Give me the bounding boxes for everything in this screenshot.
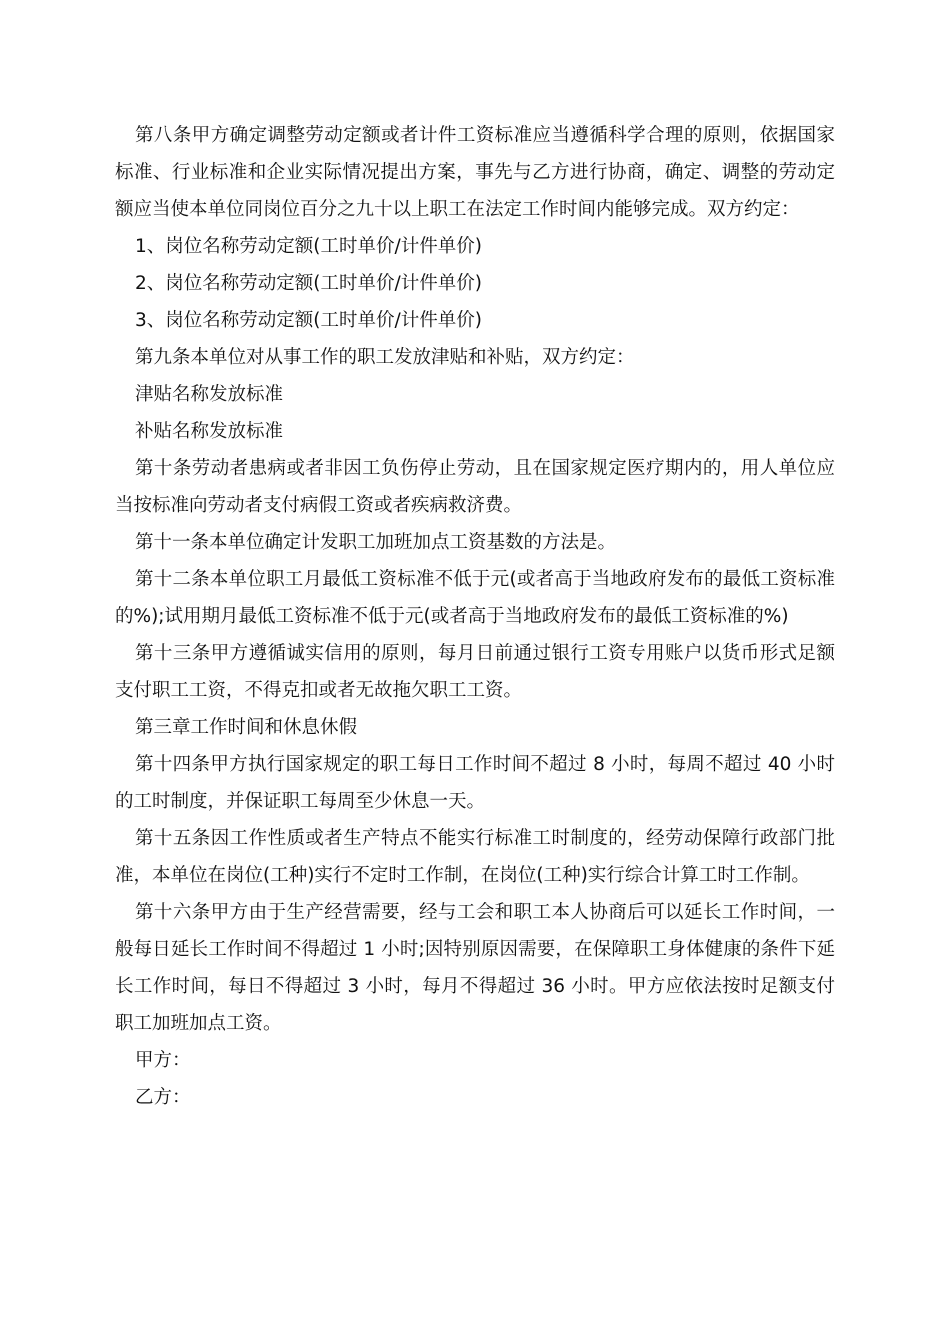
article-11-paragraph: 第十一条本单位确定计发职工加班加点工资基数的方法是。 [135, 532, 617, 553]
article-13-paragraph: 第十三条甲方遵循诚实信用的原则，每月日前通过银行工资专用账户以货币形式足额支付职工工资，不得克扣或者无故拖欠职工工资。 [115, 643, 835, 701]
article-8-paragraph: 第八条甲方确定调整劳动定额或者计件工资标准应当遵循科学合理的原则，依据国家标准、行业标准和企业实际情况提出方案，事先与乙方进行协商，确定、调整的劳动定额应当使本单位同岗位百分之九十以上职工在法定工作时间内能够完成。双方约定： [115, 125, 835, 220]
quota-item-2: 2、岗位名称劳动定额(工时单价/计件单价) [135, 273, 482, 294]
article-10-paragraph: 第十条劳动者患病或者非因工负伤停止劳动，且在国家规定医疗期内的，用人单位应当按标准向劳动者支付病假工资或者疾病救济费。 [115, 458, 835, 516]
subsidy-line: 补贴名称发放标准 [135, 421, 284, 442]
chapter-3-heading: 第三章工作时间和休息休假 [135, 717, 358, 738]
article-15-paragraph: 第十五条因工作性质或者生产特点不能实行标准工时制度的，经劳动保障行政部门批准，本单位在岗位(工种)实行不定时工作制，在岗位(工种)实行综合计算工时工作制。 [115, 828, 835, 886]
article-12-paragraph: 第十二条本单位职工月最低工资标准不低于元(或者高于当地政府发布的最低工资标准的%);试用期月最低工资标准不低于元(或者高于当地政府发布的最低工资标准的%) [115, 569, 835, 627]
article-14-paragraph: 第十四条甲方执行国家规定的职工每日工作时间不超过 8 小时，每周不超过 40 小时的工时制度，并保证职工每周至少休息一天。 [115, 754, 835, 812]
party-a-signature-label: 甲方： [135, 1050, 191, 1071]
article-16-paragraph: 第十六条甲方由于生产经营需要，经与工会和职工本人协商后可以延长工作时间，一般每日延长工作时间不得超过 1 小时;因特别原因需要，在保障职工身体健康的条件下延长工作时间，每日不得超过 3 小时，每月不得超过 36 小时。甲方应依法按时足额支付职工加班加点工资。 [115, 902, 835, 1034]
document-body [115, 117, 835, 1116]
article-9-paragraph: 第九条本单位对从事工作的职工发放津贴和补贴，双方约定： [135, 347, 635, 368]
quota-item-1: 1、岗位名称劳动定额(工时单价/计件单价) [135, 236, 482, 257]
allowance-line: 津贴名称发放标准 [135, 384, 284, 405]
party-b-signature-label: 乙方： [135, 1087, 191, 1108]
quota-item-3: 3、岗位名称劳动定额(工时单价/计件单价) [135, 310, 482, 331]
